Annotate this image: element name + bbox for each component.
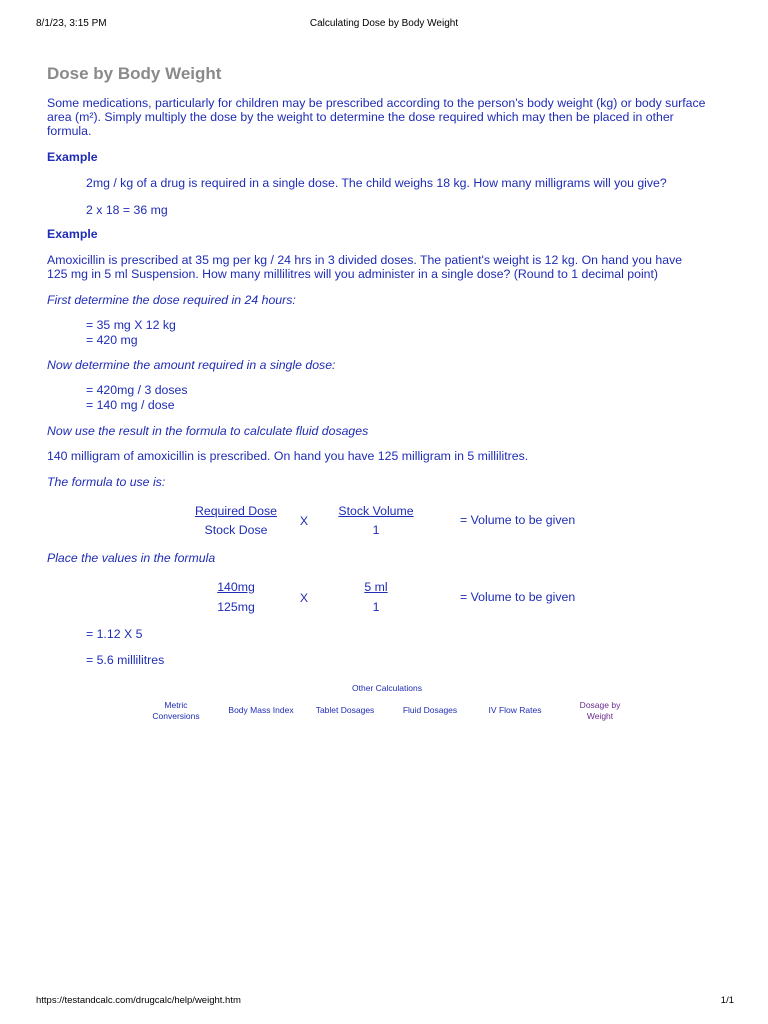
example2-question-line: 125 mg in 5 ml Suspension. How many millilitres will you administer in a single dose? (Round to 1 decimal point) (47, 267, 659, 281)
link-iv-flow-rates[interactable]: IV Flow Rates (488, 705, 542, 715)
link-body-mass-index[interactable]: Body Mass Index (228, 705, 294, 715)
step2-line: = 420mg / 3 doses (86, 383, 188, 397)
formula-label: The formula to use is: (47, 475, 166, 489)
formula-numerator-2: Stock Volume (338, 504, 414, 518)
values-denominator-2: 1 (372, 600, 380, 614)
example1-question: 2mg / kg of a drug is required in a single dose. The child weighs 18 kg. How many milligrams will you give? (86, 176, 667, 190)
other-calculations-heading: Other Calculations (352, 683, 422, 693)
link-fluid-dosages[interactable]: Fluid Dosages (402, 705, 458, 715)
step1-line: = 420 mg (86, 333, 138, 347)
formula-denominator-2: 1 (372, 523, 380, 537)
step2-lines (86, 383, 188, 413)
formula-denominator-1: Stock Dose (204, 523, 268, 537)
link-metric-conversions[interactable]: Metric Conversions (152, 700, 200, 721)
page-title: Dose by Body Weight (47, 64, 222, 83)
values-numerator-2: 5 ml (364, 580, 388, 594)
result-line: = 5.6 millilitres (86, 653, 165, 667)
intro-paragraph (47, 96, 706, 138)
result-line: = 1.12 X 5 (86, 627, 143, 641)
print-doc-title: Calculating Dose by Body Weight (309, 18, 459, 29)
example1-heading: Example (47, 150, 98, 164)
formula-result: = Volume to be given (460, 513, 576, 527)
step3-label: Now use the result in the formula to calculate fluid dosages (47, 424, 369, 438)
example2-heading: Example (47, 227, 98, 241)
formula-numerator-1: Required Dose (194, 504, 278, 518)
link-tablet-dosages[interactable]: Tablet Dosages (315, 705, 375, 715)
step2-label: Now determine the amount required in a single dose: (47, 358, 336, 372)
link-dosage-by-weight[interactable]: Dosage by Weight (579, 700, 621, 721)
dose-statement: 140 milligram of amoxicillin is prescribed. On hand you have 125 milligram in 5 millilitres. (47, 449, 529, 463)
values-numerator-1: 140mg (217, 580, 255, 594)
print-datetime: 8/1/23, 3:15 PM (36, 18, 107, 29)
place-values-label: Place the values in the formula (47, 551, 216, 565)
print-url: https://testandcalc.com/drugcalc/help/weight.htm (36, 995, 241, 1006)
step2-line: = 140 mg / dose (86, 398, 175, 412)
values-denominator-1: 125mg (217, 600, 255, 614)
intro-line: formula. (47, 124, 92, 138)
intro-line: Some medications, particularly for children may be prescribed according to the person's body weight (kg) or body surface (47, 96, 706, 110)
step1-lines (86, 318, 176, 348)
intro-line: area (m²). Simply multiply the dose by the weight to determine the dose required which may then be placed in other (47, 110, 674, 124)
print-page-number: 1/1 (720, 995, 734, 1006)
example2-question (47, 253, 682, 281)
formula-multiply-sign: X (299, 514, 309, 528)
step1-line: = 35 mg X 12 kg (86, 318, 176, 332)
values-multiply-sign: X (299, 591, 309, 605)
example1-answer: 2 x 18 = 36 mg (86, 203, 168, 217)
example2-question-line: Amoxicillin is prescribed at 35 mg per kg / 24 hrs in 3 divided doses. The patient's weight is 12 kg. On hand you have (47, 253, 683, 267)
values-result: = Volume to be given (460, 590, 576, 604)
step1-label: First determine the dose required in 24 hours: (47, 293, 296, 307)
